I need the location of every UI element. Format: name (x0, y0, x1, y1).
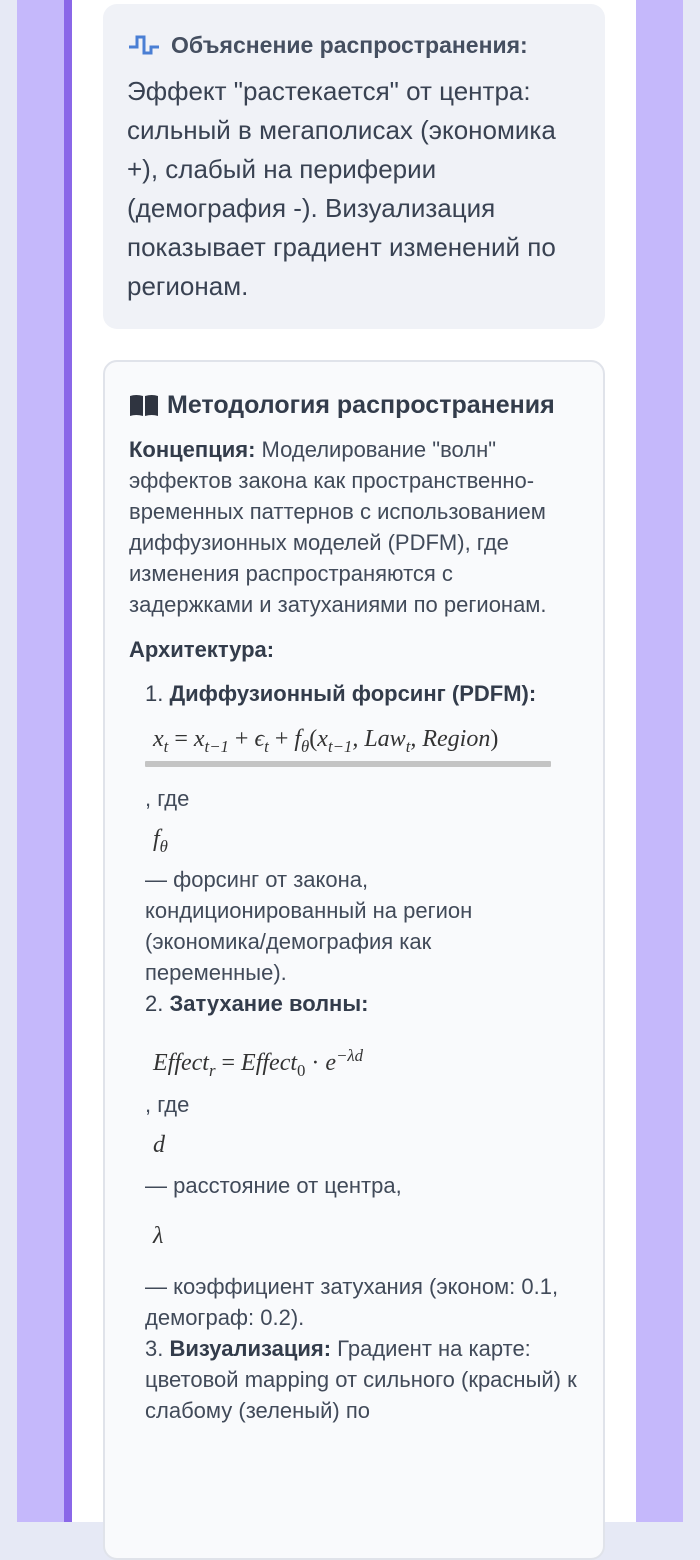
formula-scrollbar[interactable] (145, 761, 551, 767)
list-item-number: 1. (145, 681, 164, 706)
methodology-card (103, 360, 605, 1560)
f-theta-description: — форсинг от закона, кондиционированный на регион (экономика/демография как переменные). (145, 867, 473, 985)
symbol-f-theta: $f_\theta$ (153, 826, 168, 856)
list-item-number: 3. (145, 1336, 164, 1361)
frame-border (64, 0, 72, 1522)
methodology-header (129, 388, 579, 422)
formula-diffusion[interactable]: $x_t = x_{t-1} + \epsilon_t + f_\theta(x_{t-1}$, Law$_t$, Region) (153, 726, 499, 756)
list-item-number: 2. (145, 991, 164, 1016)
list-item-label: Затухание волны: (169, 991, 369, 1016)
concept-label: Концепция: (129, 437, 256, 462)
list-item-text: Градиент на карте: цветовой mapping от сильного (красный) к слабому (зеленый) по (145, 1336, 577, 1423)
lambda-description: — коэффициент затухания (эконом: 0.1, демограф: 0.2). (145, 1274, 559, 1330)
list-item-label: Диффузионный форсинг (PDFM): (169, 681, 537, 706)
list-item-3 (145, 1333, 579, 1426)
methodology-title: Методология распространения (167, 390, 555, 419)
list-item-1-heading (145, 678, 579, 709)
where-text: , где (145, 786, 190, 811)
concept-paragraph (129, 434, 579, 620)
explanation-header (127, 30, 581, 60)
symbol-d: d (153, 1132, 165, 1158)
explanation-card (103, 4, 605, 329)
architecture-heading (129, 634, 579, 665)
list-item-label: Визуализация: (169, 1336, 332, 1361)
formula-decay: Effect$_r$ = Effect$_0$ · $e^{-\lambda d}$ (153, 1046, 364, 1080)
explanation-body: Эффект "растекается" от центра: сильный в мегаполисах (экономика +), слабый на периферии (демография -). Визуализация показывает градиент изменений по регионам. (127, 76, 556, 301)
architecture-list (129, 678, 579, 1426)
symbol-lambda: λ (153, 1223, 164, 1249)
architecture-label: Архитектура: (129, 637, 275, 662)
concept-text: Моделирование "волн" эффектов закона как пространственно-временных паттернов с использованием диффузионных моделей (PDFM), где изменения распространяются с задержками и затуханиями по регионам. (129, 437, 547, 617)
explanation-title: Объяснение распространения: (171, 31, 528, 58)
d-description: — расстояние от центра, (145, 1173, 402, 1198)
pulse-icon (127, 33, 161, 57)
where-text: , где (145, 1092, 190, 1117)
list-item-2-heading (145, 988, 579, 1019)
book-icon (129, 393, 159, 417)
